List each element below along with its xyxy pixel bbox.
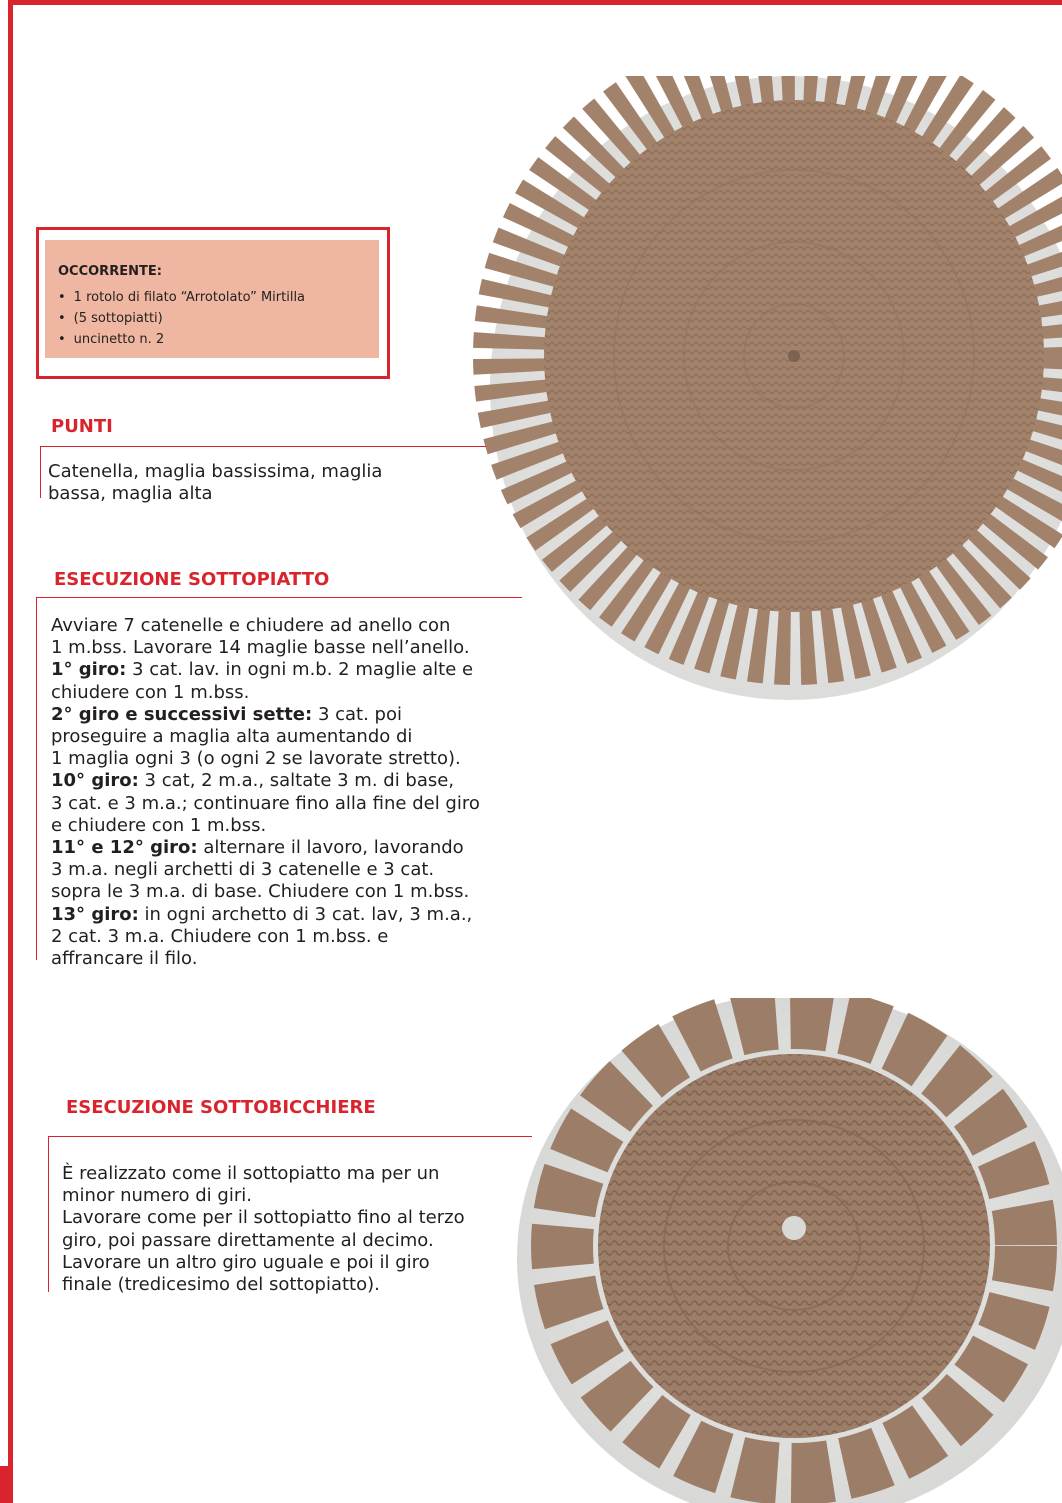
placemat-photo (470, 76, 1062, 700)
instruction-line: 1 m.bss. Lavorare 14 maglie basse nell’anello. (51, 637, 470, 659)
page-corner-tab (0, 1466, 8, 1503)
instruction-line (51, 659, 480, 681)
instruction-line: giro, poi passare direttamente al decimo. (62, 1229, 434, 1251)
instruction-line: Lavorare come per il sottopiatto fino al terzo (62, 1207, 465, 1229)
instruction-line: chiudere con 1 m.bss. (51, 681, 250, 703)
placemat-rule-vertical (36, 597, 37, 960)
instruction-line: minor numero di giri. (62, 1185, 252, 1207)
round-label: 11° e 12° giro: (51, 837, 198, 859)
materials-list (58, 287, 305, 350)
page-border-top (8, 0, 1062, 5)
instruction-line: Avviare 7 catenelle e chiudere ad anello con (51, 615, 451, 636)
instruction-text: in ogni archetto di 3 cat. lav, 3 m.a., (138, 903, 473, 925)
stitches-heading: PUNTI (51, 416, 113, 437)
instruction-line: sopra le 3 m.a. di base. Chiudere con 1 m.bss. (51, 881, 470, 903)
round-label: 1° giro: (51, 659, 127, 681)
materials-title: OCCORRENTE: (58, 264, 162, 279)
instruction-line: finale (tredicesimo del sottopiatto). (62, 1274, 380, 1296)
placemat-heading: ESECUZIONE SOTTOPIATTO (54, 569, 330, 590)
instruction-line: Lavorare un altro giro uguale e poi il giro (62, 1251, 430, 1273)
instruction-text: alternare il lavoro, lavorando (197, 837, 464, 859)
stitches-text (48, 461, 382, 505)
stitches-line: Catenella, maglia bassissima, maglia (48, 461, 383, 482)
stitches-line: bassa, maglia alta (48, 483, 213, 505)
placemat-rule (36, 597, 522, 598)
round-label: 13° giro: (51, 903, 139, 925)
instruction-line: 3 m.a. negli archetti di 3 catenelle e 3 cat. (51, 859, 435, 881)
page-border-left (8, 0, 13, 1503)
instruction-text: 3 cat. lav. in ogni m.b. 2 maglie alte e (126, 659, 474, 681)
instruction-line: affrancare il filo. (51, 948, 198, 970)
instruction-line: È realizzato come il sottopiatto ma per un (62, 1163, 440, 1184)
round-label: 10° giro: (51, 770, 139, 792)
stitches-rule-vertical (40, 446, 41, 498)
list-item: • 1 rotolo di filato “Arrotolato” Mirtilla (58, 287, 305, 308)
coaster-instructions (62, 1163, 465, 1296)
coaster-heading: ESECUZIONE SOTTOBICCHIERE (66, 1097, 376, 1118)
coaster-rule-vertical (48, 1136, 49, 1292)
round-label: 2° giro e successivi sette: (51, 703, 313, 725)
list-item: • (5 sottopiatti) (58, 308, 305, 329)
instruction-line: e chiudere con 1 m.bss. (51, 814, 267, 836)
coaster-photo (512, 998, 1062, 1503)
instruction-line (51, 904, 480, 926)
instruction-line: proseguire a maglia alta aumentando di (51, 726, 413, 748)
instruction-line: 1 maglia ogni 3 (o ogni 2 se lavorate stretto). (51, 748, 461, 770)
instruction-text: 3 cat, 2 m.a., saltate 3 m. di base, (138, 770, 455, 792)
list-item: • uncinetto n. 2 (58, 329, 305, 350)
coaster-rule (48, 1136, 532, 1137)
instruction-line: 2 cat. 3 m.a. Chiudere con 1 m.bss. e (51, 925, 389, 947)
stitches-rule (40, 446, 486, 447)
instruction-line: 3 cat. e 3 m.a.; continuare fino alla fine del giro (51, 792, 480, 814)
instruction-line (51, 704, 480, 726)
instruction-line (51, 770, 480, 792)
instruction-text: 3 cat. poi (312, 703, 402, 725)
placemat-instructions (51, 615, 480, 970)
instruction-line (51, 837, 480, 859)
